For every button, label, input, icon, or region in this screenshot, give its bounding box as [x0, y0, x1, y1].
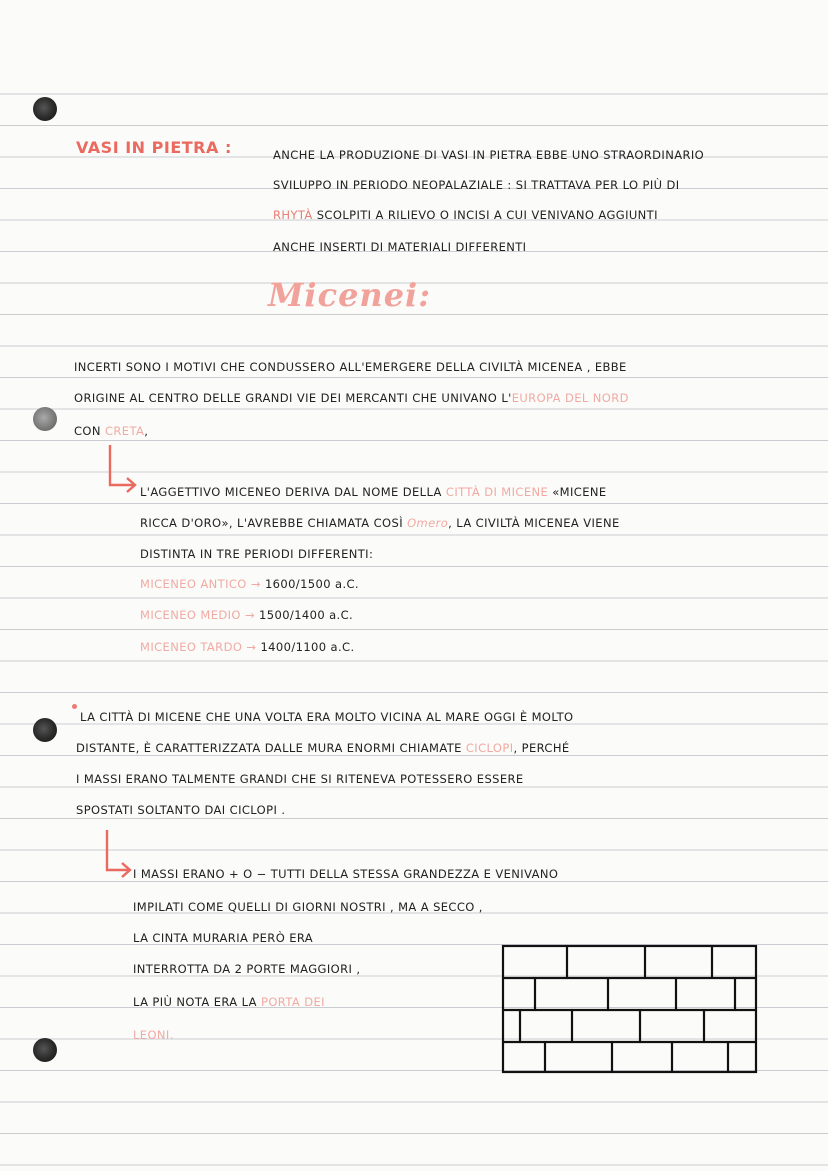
period-dates: 1600/1500 a.C.	[264, 577, 359, 591]
text-line: SPOSTATI SOLTANTO DAI CICLOPI .	[76, 803, 286, 817]
text-line	[74, 391, 629, 405]
text-span: ORIGINE AL CENTRO DELLE GRANDI VIE DEI MERCANTI CHE UNIVANO L'	[74, 391, 512, 405]
binder-hole	[33, 1038, 57, 1062]
binder-hole	[33, 718, 57, 742]
text-span: SCOLPITI A RILIEVO O INCISI A CUI VENIVANO AGGIUNTI	[316, 208, 658, 222]
heading-micenei: Micenei:	[268, 276, 432, 314]
arrow-icon: →	[244, 608, 255, 622]
highlight-creta: CRETA	[104, 424, 145, 438]
highlight-ciclopi: CICLOPI	[465, 741, 514, 755]
binder-hole	[33, 97, 57, 121]
text-line: ANCHE INSERTI DI MATERIALI DIFFERENTI	[273, 240, 527, 254]
text-span: LA PIÙ NOTA ERA LA	[133, 995, 257, 1009]
highlight-europa: EUROPA DEL NORD	[511, 391, 629, 405]
text-span: , PERCHÉ	[513, 741, 570, 755]
highlight-leoni: LEONI.	[133, 1028, 174, 1042]
binder-hole	[33, 407, 57, 431]
period-name: MICENEO ANTICO	[140, 577, 247, 591]
text-span: CON	[74, 424, 101, 438]
period-row	[140, 577, 359, 591]
text-span: L'AGGETTIVO MICENEO DERIVA DAL NOME DELLA	[140, 485, 442, 499]
text-span: , LA CIVILTÀ MICENEA VIENE	[448, 516, 620, 530]
cyclopean-wall-drawing	[500, 943, 760, 1075]
period-name: MICENEO MEDIO	[140, 608, 241, 622]
text-line	[140, 485, 607, 499]
text-line: INTERROTTA DA 2 PORTE MAGGIORI ,	[133, 962, 361, 976]
period-row	[140, 608, 353, 622]
text-span: RICCA D'ORO», L'AVREBBE CHIAMATA COSÌ	[140, 516, 404, 530]
text-line: SVILUPPO IN PERIODO NEOPALAZIALE : SI TRATTAVA PER LO PIÙ DI	[273, 178, 680, 192]
text-line	[273, 208, 658, 222]
period-name: MICENEO TARDO	[140, 640, 243, 654]
text-span: ,	[144, 424, 149, 438]
bullet-icon	[72, 704, 77, 709]
highlight-porta-dei: PORTA DEI	[261, 995, 325, 1009]
page-top-margin	[0, 0, 828, 63]
text-line: IMPILATI COME QUELLI DI GIORNI NOSTRI , MA A SECCO ,	[133, 900, 483, 914]
text-line	[74, 424, 148, 438]
text-line: ANCHE LA PRODUZIONE DI VASI IN PIETRA EBBE UNO STRAORDINARIO	[273, 148, 705, 162]
text-line: DISTINTA IN TRE PERIODI DIFFERENTI:	[140, 547, 374, 561]
highlight-citta-micene: CITTÀ DI MICENE	[445, 485, 549, 499]
arrow-icon: →	[246, 640, 257, 654]
period-dates: 1400/1100 a.C.	[260, 640, 355, 654]
section-title-vasi: VASI IN PIETRA :	[76, 138, 232, 157]
text-line: I MASSI ERANO TALMENTE GRANDI CHE SI RITENEVA POTESSERO ESSERE	[76, 772, 524, 786]
text-line: LA CITTÀ DI MICENE CHE UNA VOLTA ERA MOLTO VICINA AL MARE OGGI È MOLTO	[80, 710, 574, 724]
text-line	[133, 995, 325, 1009]
text-line	[140, 516, 620, 530]
text-span: DISTANTE, È CARATTERIZZATA DALLE MURA ENORMI CHIAMATE	[76, 741, 462, 755]
highlight-omero: Omero	[407, 516, 449, 530]
period-row	[140, 640, 355, 654]
text-span: «MICENE	[552, 485, 607, 499]
highlight-rhyta: RHYTÀ	[273, 208, 313, 222]
text-line: LA CINTA MURARIA PERÒ ERA	[133, 931, 314, 945]
text-line	[133, 1028, 174, 1042]
arrow-icon: →	[250, 577, 261, 591]
text-line	[76, 741, 570, 755]
period-dates: 1500/1400 a.C.	[259, 608, 354, 622]
arrow-icon	[100, 443, 140, 495]
arrow-icon	[97, 828, 137, 880]
text-line: INCERTI SONO I MOTIVI CHE CONDUSSERO ALL'EMERGERE DELLA CIVILTÀ MICENEA , EBBE	[74, 360, 627, 374]
text-line: I MASSI ERANO + O − TUTTI DELLA STESSA GRANDEZZA E VENIVANO	[133, 867, 559, 881]
